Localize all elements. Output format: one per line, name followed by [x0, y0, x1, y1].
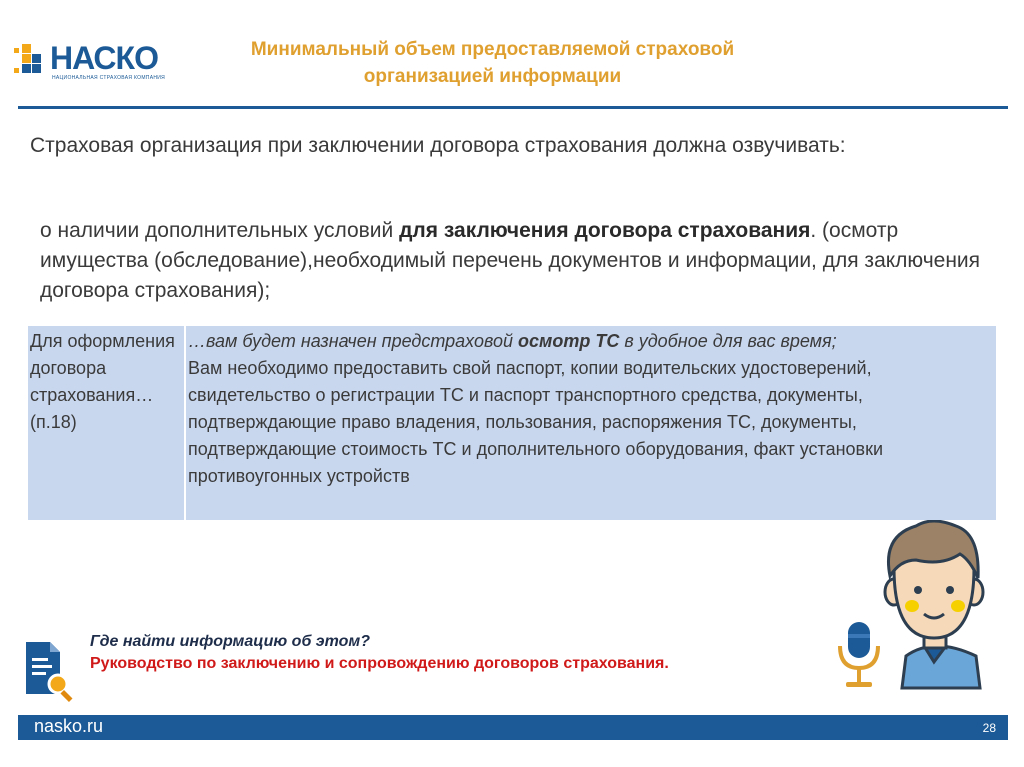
info-table — [28, 326, 996, 520]
logo-wordmark: НАСКО — [50, 40, 158, 76]
company-logo — [10, 40, 166, 84]
footer-bar — [18, 715, 1008, 740]
footer-website[interactable]: nasko.ru — [34, 716, 104, 736]
documents-list: Вам необходимо предоставить свой паспорт, копии водительских удостоверений, свидетельство о регистрации ТС и паспорт транспортного средства, документы, подтверждающие право владения, пользования, распоряжения ТС, документы, подтверждающие стоимость ТС и дополнительного оборудования, факт установки противоугонных устройств — [188, 358, 884, 486]
logo-squares-icon — [10, 42, 48, 80]
condition-rest: . (осмотр имущества (обследование),необходимый перечень документов и информации, для заключения договора страхования); — [40, 219, 981, 302]
person-illustration — [876, 520, 992, 696]
info-source — [90, 631, 790, 675]
info-source-answer: Руководство по заключению и сопровождению договоров страхования. — [90, 655, 669, 672]
intro-text: Страховая организация при заключении договора страхования должна озвучивать: — [30, 134, 846, 157]
condition-point — [40, 216, 1000, 306]
inspection-note-part1: …вам будет назначен предстраховой — [188, 331, 518, 351]
inspection-note-bold: осмотр ТС — [518, 331, 620, 351]
logo-subtitle: НАЦИОНАЛЬНАЯ СТРАХОВАЯ КОМПАНИЯ — [52, 75, 166, 81]
slide-title: Минимальный объем предоставляемой страховой организацией информации — [250, 39, 735, 87]
info-source-question: Где найти информацию об этом? — [90, 633, 371, 650]
page-number: 28 — [982, 721, 996, 735]
title-divider — [18, 106, 1008, 109]
inspection-note-part2: в удобное для вас время; — [619, 331, 837, 351]
table-cell-left: Для оформления договора страхования… (п.18) — [28, 326, 184, 520]
document-search-icon — [22, 640, 78, 702]
inspection-note — [188, 331, 837, 351]
table-cell-right — [186, 326, 996, 520]
condition-bold: для заключения договора страхования — [399, 219, 811, 242]
condition-lead: о наличии дополнительных условий — [40, 219, 400, 242]
